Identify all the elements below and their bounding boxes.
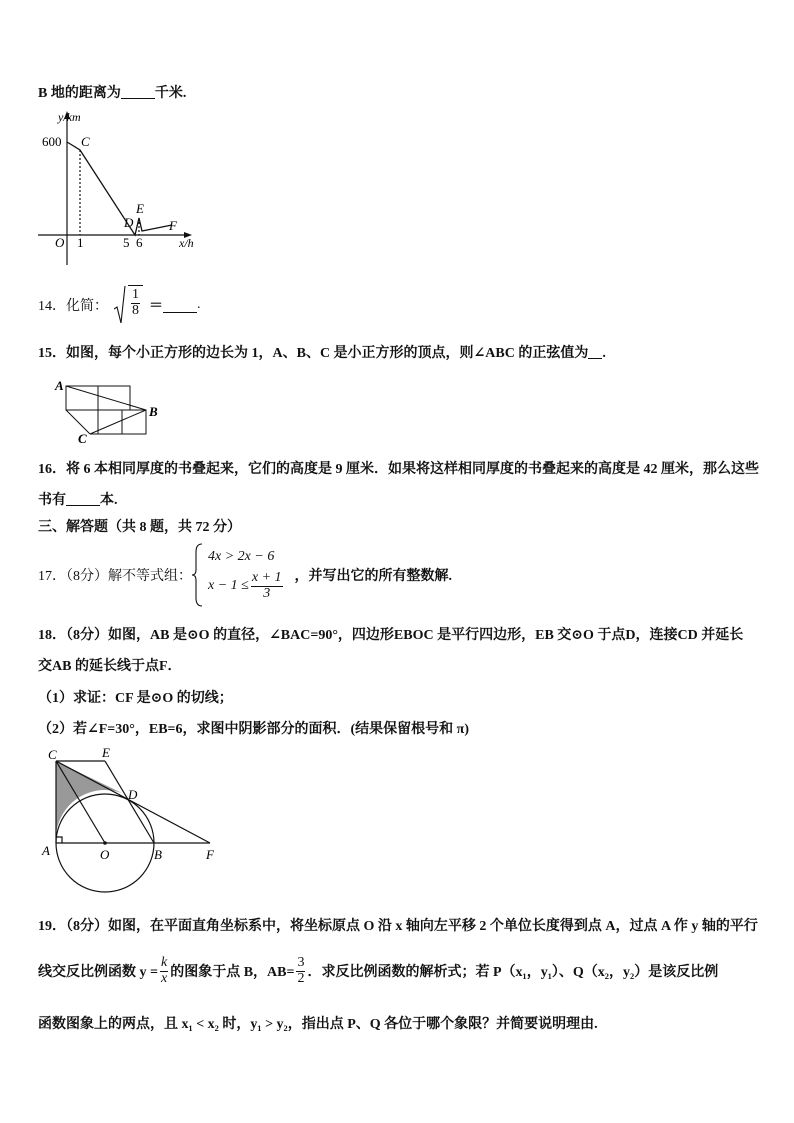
q17-fraction [251,571,283,601]
q13-distance-time-graph [38,105,208,270]
q19-k: k [160,954,168,970]
q16-line2a: 书有 [38,493,66,508]
q17-numerator: x + 1 [251,569,282,585]
label-c: C [78,431,87,446]
q15-question: 15．如图，每个小正方形的边长为 1，A、B、C 是小正方形的顶点，则∠ABC 的正弦值为 [38,346,589,361]
q14-numerator: 1 [132,287,139,302]
q15-grid-figure [50,375,170,447]
point-d-label: D [124,215,134,230]
origin-label: O [55,235,65,250]
q19-line2a: 线交反比例函数 y = [38,965,158,980]
point-c-label: C [81,134,90,149]
x-tick-1: 1 [77,235,84,250]
label-d: D [128,787,138,802]
q17-prefix: 17．（8分）解不等式组： [38,569,192,584]
q14-sqrt [114,285,145,325]
label-a: A [55,378,64,393]
q19-line2 [38,950,718,992]
q17 [38,540,452,610]
q14-fraction [128,285,143,325]
q16-blank [66,491,100,506]
q16-line2b: 本. [100,493,118,508]
q18-circle-figure [30,745,230,900]
q19-line2c: ．求反比例函数的解析式；若 P（x₁，y₁）、Q（x₂，y₂）是该反比例 [307,965,719,980]
label-b: B [149,404,158,419]
q18-line1: 18．（8分）如图，AB 是⊙O 的直径，∠BAC=90°，四边形EBOC 是平行四边形，EB 交⊙O 于点D，连接CD 并延长 [38,628,744,643]
y-tick-600: 600 [42,134,62,149]
q19-x: x [160,970,168,986]
y-axis-label: y/km [58,110,81,124]
section-3-heading: 三、解答题（共 8 题，共 72 分） [38,520,241,535]
q19-ab-den: 2 [297,970,305,986]
q14-tail: . [197,297,201,312]
label-o: O [100,847,110,862]
q14-denominator: 8 [132,302,139,318]
q19-line3: 函数图象上的两点，且 x₁ < x₂ 时，y₁ > y₂，指出点 P、Q 各位于哪个象限？并简要说明理由. [38,1017,598,1032]
radical-sign [114,285,126,325]
q17-inequality-1: 4x > 2x − 6 [208,548,275,564]
label-e: E [102,745,110,760]
q13-text [38,82,186,102]
q18-line2: 交AB 的延长线于点F． [38,659,182,674]
q19-line2b: 的图象于点 B，AB= [170,965,295,980]
label-a: A [42,843,50,858]
q13-line: B 地的距离为 [38,86,121,101]
center-dot [103,841,107,845]
q16-line2 [38,489,118,509]
q13-blank [121,84,155,99]
q14-prefix: 14．化简： [38,299,108,314]
q15-blank [588,344,602,359]
q17-suffix: ，并写出它的所有整数解. [294,569,453,584]
q19-line1: 19．（8分）如图，在平面直角坐标系中，将坐标原点 O 沿 x 轴向左平移 2 个单位长度得到点 A，过点 A 作 y 轴的平行 [38,919,758,934]
q15-tail: . [602,346,606,361]
q17-ineq2-left: x − 1 ≤ [208,578,249,593]
label-c: C [48,747,57,762]
distance-polyline [67,142,172,235]
q17-system [208,549,285,601]
q18-part2: （2）若∠F=30°，EB=6，求图中阴影部分的面积．(结果保留根号和 π) [38,722,470,737]
label-b: B [154,847,162,862]
q13-tail: 千米. [154,86,187,101]
x-axis-label: x/h [179,236,194,250]
point-e-label: E [136,201,144,216]
q19-k-over-x [160,956,168,986]
q16-line1: 16．将 6 本相同厚度的书叠起来，它们的高度是 9 厘米．如果将这样相同厚度的书叠起来的高度是 42 厘米，那么这些 [38,462,759,477]
x-tick-6: 6 [136,235,143,250]
q19-ab-num: 3 [297,954,305,970]
label-f: F [206,847,214,862]
q14 [38,284,201,326]
x-tick-5: 5 [123,235,130,250]
q19-ab-fraction [296,956,305,986]
q18-part1: （1）求证：CF 是⊙O 的切线； [38,691,233,706]
system-brace [192,542,204,608]
segment-ab [66,386,146,410]
q17-denominator: 3 [263,585,271,601]
q14-equals: ＝ [149,299,163,314]
q17-inequality-2 [208,571,285,601]
q15-text [38,342,606,362]
q14-blank [163,298,197,313]
point-f-label: F [169,218,177,233]
